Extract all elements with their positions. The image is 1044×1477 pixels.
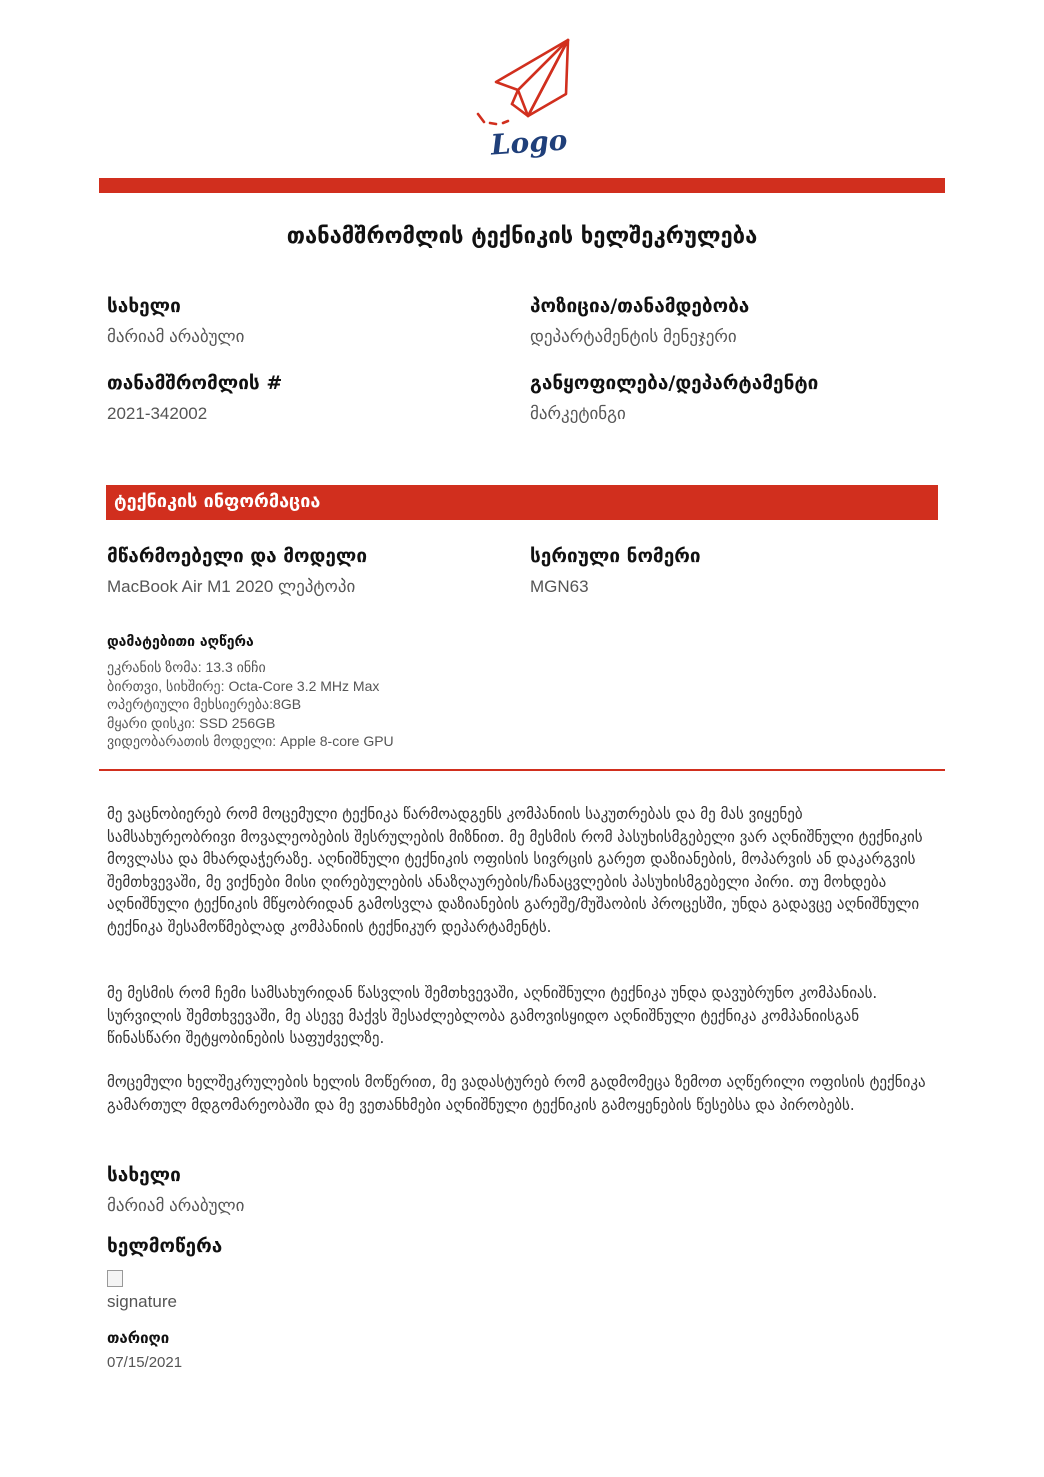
equipment-section-header [106,485,938,520]
spec-line: ოპერტიული მეხსიერება:8GB [107,696,302,712]
model-label: მწარმოებელი და მოდელი [107,545,368,567]
date-value: 07/15/2021 [107,1354,183,1371]
date-label: თარიღი [107,1329,170,1347]
document-title: თანამშრომლის ტექნიკის ხელშეკრულება [286,224,758,249]
department-label: განყოფილება/დეპარტამენტი [530,372,819,394]
department-value: მარკეტინგი [530,404,626,423]
paper-plane-icon [462,34,582,134]
agreement-paragraph: მე მესმის რომ ჩემი სამსახურიდან წასვლის შემთხვევაში, აღნიშნული ტექნიკა უნდა დავუბრუნო კომპანიას. სურვილის შემთხვევაში, მე ასევე მაქვს შესაძლებლობა გამოვისყიდო აღნიშნული ტექნიკა კომპანიისგან წინასწარი შეტყობინების საფუძველზე. [107,984,878,1047]
agreement-paragraph: მე ვაცნობიერებ რომ მოცემული ტექნიკა წარმოადგენს კომპანიის საკუთრებას და მე მას ვიყენებ სამსახურეობრივი მოვალეობების შესრულების მიზნით. მე მესმის რომ პასუხისმგებელი ვარ აღნიშნული ტექნიკის მოვლასა და მხარდაჭერაზე. აღნიშნული ტექნიკის ოფისის სივრცის გარეთ დაზიანების, მოპარვის ან დაკარგვის შემთხვევაში, მე ვიქნები მისი ღირებულების ანაზღაურების/ჩანაცვლების პასუხისმგებელი პირი. თუ მოხდება აღნიშნული ტექნიკის მწყობრიდან გამოსვლა დაზიანების გარეშე/მუშაობის პროცესში, უნდა გადავცე აღნიშნული ტექნიკა შესამოწმებლად კომპანიის ტექნიკურ დეპარტამენტს. [107,805,923,936]
serial-label: სერიული ნომერი [530,545,701,567]
signature-label: ხელმოწერა [107,1235,223,1257]
spec-line: ეკრანის ზომა: 13.3 ინჩი [107,659,266,675]
logo-text: Logo [489,123,569,162]
employee-number-label: თანამშრომლის # [107,372,283,394]
company-logo [462,34,582,174]
signature-image [107,1269,187,1313]
position-value: დეპარტამენტის მენეჯერი [530,327,737,346]
additional-description [107,658,394,751]
spec-line: ბირთვი, სიხშირე: Octa-Core 3.2 MHz Max [107,677,380,694]
employee-name-label: სახელი [107,295,181,317]
equipment-section-title: ტექნიკის ინფორმაცია [114,491,321,512]
employee-number-value: 2021-342002 [107,404,208,423]
broken-image-icon [107,1270,123,1287]
serial-value: MGN63 [530,577,589,596]
model-value: MacBook Air M1 2020 ლეპტოპი [107,577,356,596]
signature-alt-text: signature [107,1292,177,1311]
spec-line: ვიდეობარათის მოდელი: Apple 8-core GPU [107,733,394,749]
section-divider [99,769,945,771]
additional-description-label: დამატებითი აღწერა [107,634,254,650]
signoff-name-label: სახელი [107,1164,181,1186]
agreement-paragraph: მოცემული ხელშეკრულების ხელის მოწერით, მე ვადასტურებ რომ გადმომეცა ზემოთ აღწერილი ოფისის ტექნიკა გამართულ მდგომარეობაში და მე ვეთანხმები აღნიშნული ტექნიკის გამოყენების წესებსა და პირობებს. [107,1073,926,1114]
spec-line: მყარი დისკი: SSD 256GB [107,714,276,731]
employee-name-value: მარიამ არაბული [107,327,245,346]
header-divider-bar [99,178,945,193]
signoff-name-value: მარიამ არაბული [107,1196,245,1215]
position-label: პოზიცია/თანამდებობა [530,295,750,317]
